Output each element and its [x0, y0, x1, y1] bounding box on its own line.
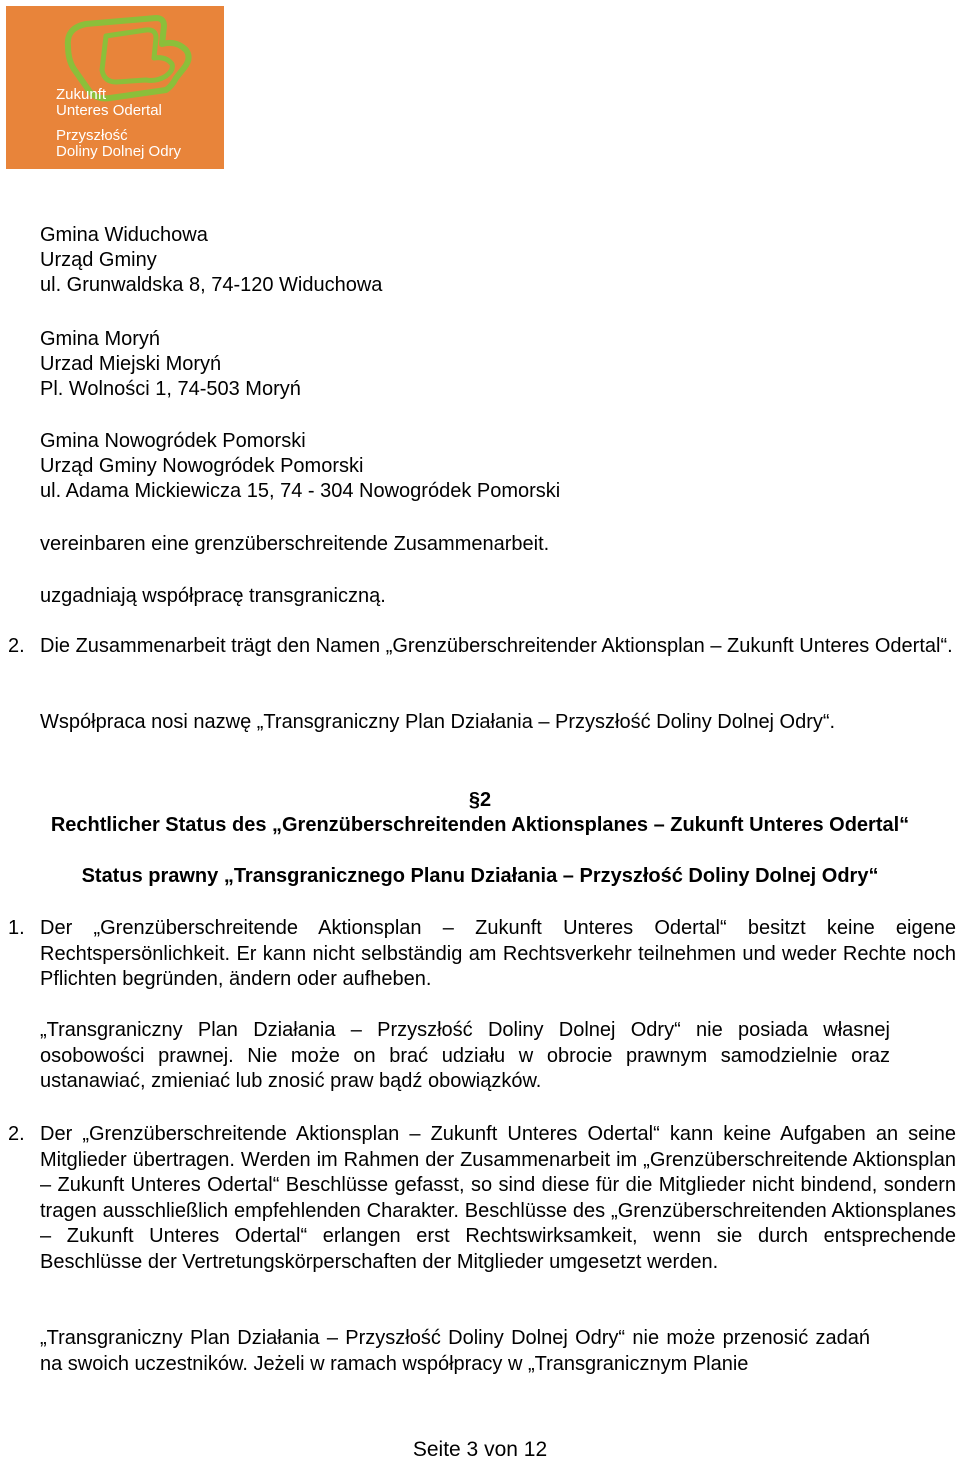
section-title-polish: Status prawny „Transgranicznego Planu Działania – Przyszłość Doliny Dolnej Odry“: [81, 865, 879, 887]
paragraph-2-polish: „Transgraniczny Plan Działania – Przyszłość Doliny Dolnej Odry“ nie może przenosić zadań na swoich uczestników. Jeżeli w ramach współpracy w „Transgranicznym Planie: [40, 1327, 870, 1375]
address-office: Urzad Miejski Moryń: [40, 353, 222, 375]
page-footer: Seite 3 von 12: [412, 1438, 548, 1461]
logo: [6, 6, 224, 169]
address-street: ul. Grunwaldska 8, 74-120 Widuchowa: [40, 274, 383, 296]
address-name: Gmina Nowogródek Pomorski: [40, 430, 306, 452]
agreement-german: vereinbaren eine grenzüberschreitende Zusammenarbeit.: [40, 533, 550, 555]
paragraph-2-number: 2.: [8, 1123, 25, 1145]
address-street: ul. Adama Mickiewicza 15, 74 - 304 Nowogródek Pomorski: [40, 480, 561, 502]
address-office: Urząd Gminy: [40, 249, 157, 271]
address-name: Gmina Widuchowa: [40, 224, 208, 246]
section-number: §2: [468, 789, 492, 811]
logo-text-line-3: Przyszłość: [56, 127, 128, 144]
section-title-german: Rechtlicher Status des „Grenzüberschreitenden Aktionsplanes – Zukunft Unteres Odertal“: [50, 814, 910, 836]
address-name: Gmina Moryń: [40, 328, 161, 350]
agreement-polish: uzgadniają współpracę transgraniczną.: [40, 585, 386, 607]
logo-text-line-4: Doliny Dolnej Odry: [56, 143, 182, 160]
paragraph-1-polish: „Transgraniczny Plan Działania – Przyszłość Doliny Dolnej Odry“ nie posiada własnej osobowości prawnej. Nie może on brać udziału w obrocie prawnym samodzielnie oraz ustanawiać, zmieniać lub znosić praw bądź obowiązków.: [40, 1019, 890, 1092]
paragraph-1-number: 1.: [8, 917, 25, 939]
paragraph-2-german: Der „Grenzüberschreitende Aktionsplan – Zukunft Unteres Odertal“ kann keine Aufgaben an seine Mitglieder übertragen. Werden im Rahmen der Zusammenarbeit im „Grenzüberschreitende Aktionsplan – Zukunft Unteres Odertal“ Beschlüsse gefasst, so sind diese für die Mitglieder nicht bindend, sondern tragen ausschließlich empfehlenden Charakter. Beschlüsse des „Grenzüberschreitenden Aktionsplanes – Zukunft Unteres Odertal“ erlangen erst Rechtswirksamkeit, wenn sie durch entsprechende Beschlüsse der Vertretungskörperschaften der Mitglieder umgesetzt werden.: [40, 1123, 956, 1273]
address-office: Urząd Gminy Nowogródek Pomorski: [40, 455, 364, 477]
point-2-number: 2.: [8, 635, 25, 657]
logo-text-line-1: Zukunft: [56, 86, 107, 103]
point-2-german: Die Zusammenarbeit trägt den Namen „Grenzüberschreitender Aktionsplan – Zukunft Unteres Odertal“.: [40, 635, 953, 657]
point-2-polish: Współpraca nosi nazwę „Transgraniczny Plan Działania – Przyszłość Doliny Dolnej Odry“.: [40, 711, 836, 733]
paragraph-1-german: Der „Grenzüberschreitende Aktionsplan – Zukunft Unteres Odertal“ besitzt keine eigene Rechtspersönlichkeit. Er kann nicht selbständig am Rechtsverkehr teilnehmen und weder Rechte noch Pflichten begründen, ändern oder aufheben.: [40, 917, 956, 990]
address-street: Pl. Wolności 1, 74-503 Moryń: [40, 378, 301, 400]
logo-text-line-2: Unteres Odertal: [56, 102, 162, 119]
